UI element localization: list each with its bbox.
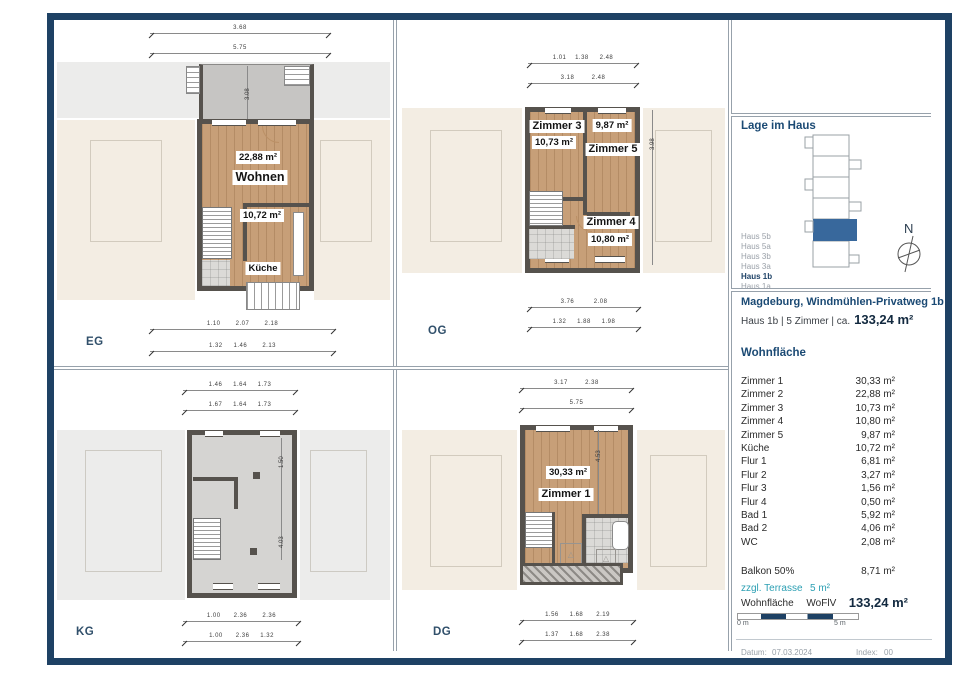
dg-z1-name-label: Zimmer 1 (539, 488, 594, 501)
room-area: 30,33 m² (855, 376, 895, 387)
room-name: Flur 2 (741, 469, 767, 481)
dg-window-top-left (536, 425, 570, 432)
dg-dim-bottom-2: 1.37 1.68 2.38 (520, 631, 635, 641)
room-row (741, 482, 895, 495)
kg-partition-horizontal (193, 477, 238, 481)
og-bad-tiles (529, 229, 574, 259)
kg-neighbour-outline (310, 450, 367, 572)
dg-roof-hatch (520, 563, 623, 585)
total-name: Wohnfläche (741, 598, 794, 609)
terrasse-name: zzgl. Terrasse (741, 583, 803, 594)
house-list-item: Haus 5a (741, 242, 771, 251)
kg-vertical-dim-label-2: 4.03 (279, 536, 285, 548)
balkon-area: 8,71 m² (861, 566, 895, 577)
balkon-name: Balkon 50% (741, 566, 795, 577)
room-row (741, 509, 895, 522)
room-name: Küche (741, 442, 770, 454)
room-area: 1,56 m² (861, 483, 895, 495)
room-name: Zimmer 3 (741, 402, 784, 414)
room-name: Flur 1 (741, 456, 767, 468)
total-norm: WoFlV (806, 598, 837, 609)
kg-dim-bottom-1: 1.00 2.36 2.36 (183, 612, 300, 622)
house-list-item: Haus 1a (741, 282, 771, 291)
highlighted-house-1b (813, 219, 857, 241)
room-name: Zimmer 1 (741, 376, 784, 387)
eg-neighbour-outline (320, 140, 372, 242)
room-row (741, 469, 895, 482)
compass (888, 220, 932, 274)
kg-pillar-top (253, 472, 260, 479)
room-row (741, 536, 895, 549)
dg-stairs (525, 512, 554, 548)
eg-neighbour-outline (90, 140, 162, 242)
eg-dim-top-1: 3.68 (150, 24, 330, 34)
room-area: 6,81 m² (861, 456, 895, 468)
room-row (741, 429, 895, 442)
room-row (741, 402, 895, 415)
address-title: Magdeburg, Windmühlen-Privatweg 1b (741, 296, 944, 308)
og-z5-area-label: 9,87 m² (593, 119, 632, 132)
og-z4-area-label: 10,80 m² (588, 233, 632, 246)
kg-window-top-right (260, 430, 280, 437)
house-row-diagram (803, 131, 867, 273)
room-name: Bad 1 (741, 509, 768, 521)
house-list-item: Haus 3a (741, 262, 771, 271)
eg-flur-area-label: 10,72 m² (240, 209, 284, 222)
divider-horizontal-main (54, 366, 728, 370)
eg-stairs (202, 207, 232, 259)
kg-window-bottom-right (258, 583, 280, 590)
eg-dim-top-2: 5.75 (150, 44, 330, 54)
room-name: Flur 4 (741, 496, 767, 508)
og-window-top-right (598, 107, 626, 114)
room-row (741, 442, 895, 455)
dg-skylight-right: △ (596, 549, 616, 569)
dg-bathtub (612, 521, 629, 550)
dg-dim-top-2: 5.75 (520, 399, 633, 409)
divider-sidebar-top (731, 113, 931, 117)
room-name: Flur 3 (741, 483, 767, 495)
kg-partition-vertical (234, 477, 238, 509)
address-subtitle (741, 312, 913, 327)
kg-dim-top-1: 1.46 1.64 1.73 (183, 381, 297, 391)
eg-wohnen-name-label: Wohnen (232, 170, 287, 185)
room-name: WC (741, 536, 758, 548)
dg-skylight-left: △ (560, 543, 582, 567)
divider-vertical-left (393, 20, 397, 651)
scale-bar (737, 613, 859, 620)
address-total-area: 133,24 m² (854, 312, 914, 327)
room-area: 2,08 m² (861, 536, 895, 548)
terrasse-area: 5 m² (810, 583, 830, 594)
room-row (741, 415, 895, 428)
room-row (741, 388, 895, 401)
dg-dim-bottom-1: 1.56 1.68 2.19 (520, 611, 635, 621)
room-name: Zimmer 2 (741, 389, 784, 401)
room-row (741, 375, 895, 388)
scale-end-label: 5 m (834, 620, 846, 627)
compass-n-label: N (904, 221, 914, 236)
dg-vertical-dim-line (598, 430, 599, 518)
room-area: 0,50 m² (861, 496, 895, 508)
room-area: 10,73 m² (855, 402, 895, 414)
room-name: Bad 2 (741, 523, 768, 535)
eg-terrace-stairs (284, 66, 310, 86)
eg-dim-bottom-2: 1.32 1.46 2.13 (150, 342, 335, 352)
og-window-bottom-right (595, 256, 625, 263)
room-name: Zimmer 5 (741, 429, 784, 441)
og-dim-top-2: 3.18 2.48 (528, 74, 638, 84)
og-neighbour-outline (655, 130, 712, 242)
room-row (741, 496, 895, 509)
og-z3-area-label: 10,73 m² (532, 136, 576, 149)
datum-label: Datum: (741, 648, 767, 657)
eg-wohnen-area-label: 22,88 m² (236, 151, 280, 164)
eg-partition-wall (245, 203, 309, 207)
dg-neighbour-outline (650, 455, 707, 567)
kg-neighbour-outline (85, 450, 162, 572)
wohnflaeche-title: Wohnfläche (741, 347, 806, 359)
og-z4-name-label: Zimmer 4 (584, 216, 639, 229)
eg-kueche-name-label: Küche (245, 262, 280, 275)
total-row (741, 598, 836, 609)
eg-kitchen-counter (293, 212, 304, 276)
room-list (741, 375, 895, 549)
terrasse-row (741, 583, 830, 594)
house-list-item: Haus 3b (741, 252, 771, 261)
room-area: 22,88 m² (855, 389, 895, 401)
kg-stairs (193, 518, 221, 560)
dg-stair-wall (552, 512, 555, 563)
datum-value: 07.03.2024 (772, 648, 813, 657)
kg-vertical-dim-label-1: 1.50 (279, 456, 285, 468)
index-value: 00 (884, 648, 893, 657)
kg-dim-top-2: 1.67 1.64 1.73 (183, 401, 297, 411)
og-dim-bottom-2: 1.32 1.88 1.98 (528, 318, 640, 328)
og-z5-name-label: Zimmer 5 (586, 143, 641, 156)
og-neighbour-outline (430, 130, 502, 242)
room-area: 3,27 m² (861, 469, 895, 481)
og-stairs (529, 191, 563, 226)
divider-sidebar-footer (736, 639, 932, 640)
house-list-item: Haus 5b (741, 232, 771, 241)
eg-door-top (258, 119, 296, 126)
kg-floor-label: KG (76, 626, 95, 638)
balkon-row (741, 566, 895, 577)
dg-vertical-dim-label: 4.53 (596, 450, 602, 462)
dg-floor-label: DG (433, 626, 452, 638)
kg-window-top-left (205, 430, 223, 437)
room-name: Zimmer 4 (741, 416, 784, 428)
eg-wc-tiles (202, 260, 230, 286)
kg-window-bottom-left (213, 583, 233, 590)
house-list (741, 232, 772, 292)
og-vertical-dim-label: 3.98 (650, 138, 656, 150)
kg-dim-bottom-2: 1.00 2.36 1.32 (183, 632, 300, 642)
index-label: Index: (856, 648, 878, 657)
dg-neighbour-outline (430, 455, 502, 567)
og-dim-bottom-1: 3.76 2.08 (528, 298, 640, 308)
lage-im-haus-title: Lage im Haus (741, 120, 816, 132)
dg-dim-top-1: 3.17 2.38 (520, 379, 633, 389)
address-sub-text: Haus 1b | 5 Zimmer | ca. (741, 316, 851, 327)
og-z3-name-label: Zimmer 3 (530, 120, 585, 133)
og-dim-top-1: 1.01 1.38 2.48 (528, 54, 638, 64)
room-area: 4,06 m² (861, 523, 895, 535)
house-list-item: Haus 1b (741, 272, 773, 281)
og-vertical-dim-line (652, 110, 653, 265)
room-area: 10,72 m² (855, 442, 895, 454)
room-area: 10,80 m² (855, 416, 895, 428)
scale-start-label: 0 m (737, 620, 749, 627)
room-area: 5,92 m² (861, 509, 895, 521)
eg-vertical-dim-label: 3.08 (245, 88, 251, 100)
og-window-top-left (545, 107, 571, 114)
total-area-value: 133,24 m² (848, 595, 908, 610)
room-row (741, 455, 895, 468)
eg-floor-label: EG (86, 336, 104, 348)
room-area: 9,87 m² (861, 429, 895, 441)
kg-pillar-bottom (250, 548, 257, 555)
eg-entry-steps (246, 282, 300, 310)
dg-z1-area-label: 30,33 m² (546, 466, 590, 479)
eg-dim-bottom-1: 1.10 2.07 2.18 (150, 320, 335, 330)
eg-window-top (212, 119, 246, 126)
og-floor-label: OG (428, 325, 447, 337)
eg-side-steps (186, 66, 200, 94)
room-row (741, 522, 895, 535)
